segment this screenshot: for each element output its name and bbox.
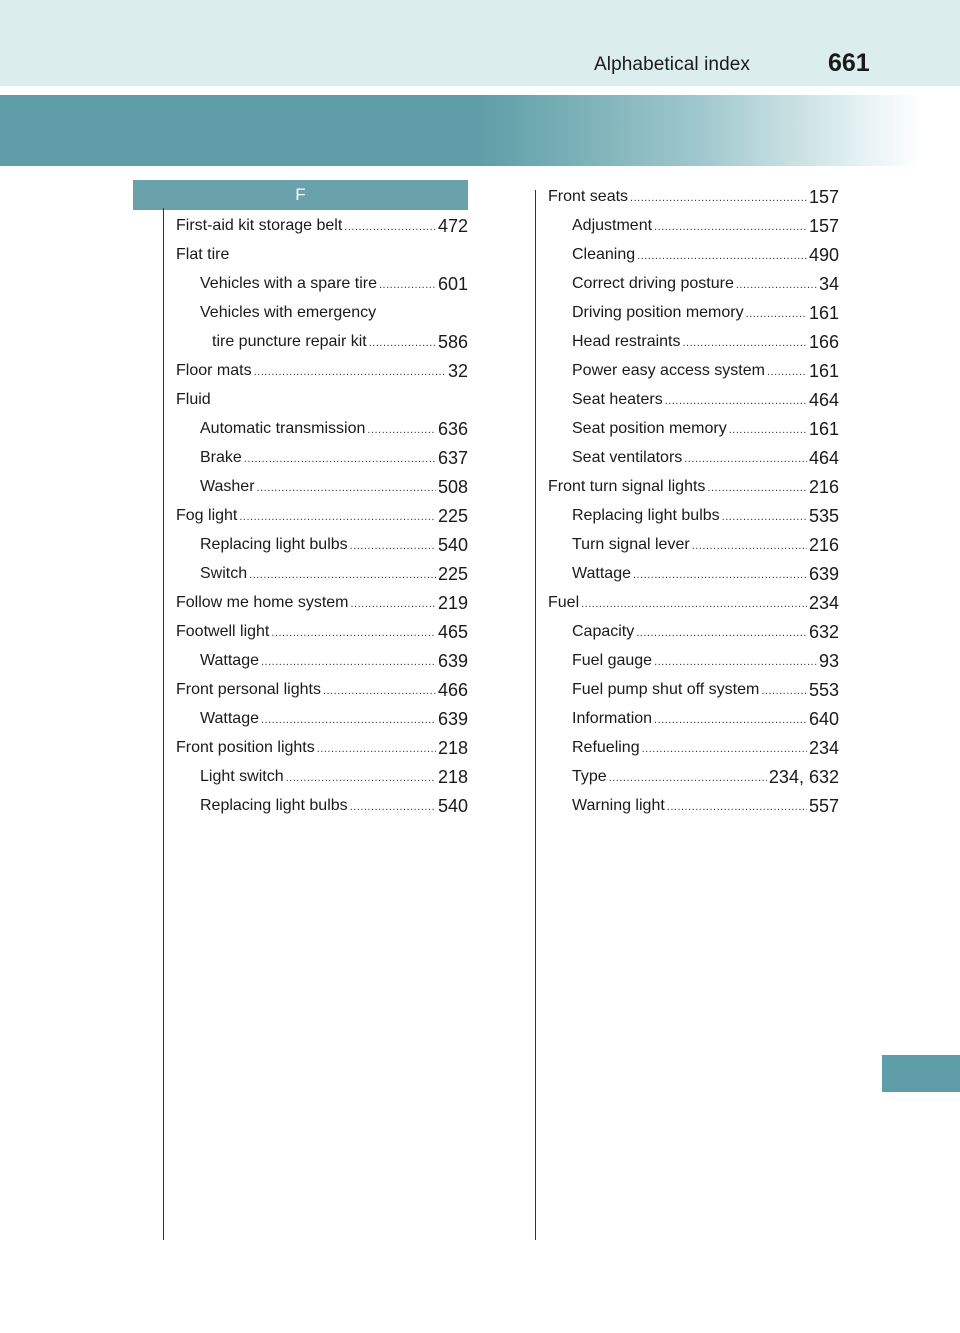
dot-leader <box>286 771 436 785</box>
index-term: Power easy access system <box>572 362 765 379</box>
index-entry <box>176 414 468 443</box>
dot-leader <box>642 742 807 756</box>
index-page-ref: 601 <box>437 274 468 294</box>
right-index-column <box>548 182 839 820</box>
index-page-ref: 225 <box>437 564 468 584</box>
index-entry <box>176 327 468 356</box>
header-gradient-band <box>0 95 960 166</box>
dot-leader <box>636 626 807 640</box>
index-term: Correct driving posture <box>572 275 734 292</box>
index-entry <box>548 298 839 327</box>
index-page-ref: 157 <box>808 216 839 236</box>
dot-leader <box>350 800 436 814</box>
index-term: Vehicles with a spare tire <box>200 275 377 292</box>
dot-leader <box>767 365 807 379</box>
index-term: Follow me home system <box>176 594 349 611</box>
index-entry <box>176 356 468 385</box>
index-entry <box>548 414 839 443</box>
index-term: Refueling <box>572 739 640 756</box>
index-page-ref: 34 <box>818 274 839 294</box>
index-page-ref: 636 <box>437 419 468 439</box>
index-term: Driving position memory <box>572 304 744 321</box>
index-entry <box>548 327 839 356</box>
index-page-ref: 93 <box>818 651 839 671</box>
index-entry <box>176 298 468 327</box>
index-term: Seat position memory <box>572 420 727 437</box>
index-entry <box>176 588 468 617</box>
index-entry <box>176 675 468 704</box>
index-page-ref: 557 <box>808 796 839 816</box>
index-term: Seat heaters <box>572 391 663 408</box>
index-entry <box>176 240 468 269</box>
dot-leader <box>654 220 807 234</box>
index-page-ref: 490 <box>808 245 839 265</box>
dot-leader <box>707 481 807 495</box>
index-term: Seat ventilators <box>572 449 683 466</box>
dot-leader <box>351 597 436 611</box>
index-term: Switch <box>200 565 248 582</box>
index-page-ref: 639 <box>808 564 839 584</box>
index-page-ref: 466 <box>437 680 468 700</box>
index-entry <box>548 791 839 820</box>
index-entry <box>176 472 468 501</box>
index-page-ref: 161 <box>808 361 839 381</box>
dot-leader <box>244 452 436 466</box>
dot-leader <box>761 684 807 698</box>
index-term: Brake <box>200 449 242 466</box>
dot-leader <box>736 278 817 292</box>
index-page-ref: 639 <box>437 709 468 729</box>
index-entry <box>548 646 839 675</box>
dot-leader <box>746 307 807 321</box>
dot-leader <box>637 249 807 263</box>
dot-leader <box>261 655 436 669</box>
index-term: Adjustment <box>572 217 653 234</box>
index-term: Replacing light bulbs <box>200 536 348 553</box>
index-term: Warning light <box>572 797 665 814</box>
index-term: Vehicles with emergency <box>200 304 377 321</box>
index-term: Fuel <box>548 594 580 611</box>
index-page-ref: 218 <box>437 767 468 787</box>
index-term: Front position lights <box>176 739 315 756</box>
index-term: Turn signal lever <box>572 536 690 553</box>
index-entry <box>176 762 468 791</box>
index-page-ref: 586 <box>437 332 468 352</box>
dot-leader <box>609 771 767 785</box>
index-page-ref: 508 <box>437 477 468 497</box>
dot-leader <box>630 191 807 205</box>
index-term: Front personal lights <box>176 681 321 698</box>
dot-leader <box>729 423 807 437</box>
index-page-ref: 553 <box>808 680 839 700</box>
dot-leader <box>654 655 817 669</box>
index-term: Fuel pump shut off system <box>572 681 760 698</box>
index-page-ref: 637 <box>437 448 468 468</box>
index-term: Wattage <box>200 652 259 669</box>
dot-leader <box>581 597 807 611</box>
dot-leader <box>684 452 807 466</box>
index-term: Fluid <box>176 391 211 408</box>
index-entry <box>176 269 468 298</box>
index-term: Head restraints <box>572 333 681 350</box>
dot-leader <box>683 336 807 350</box>
dot-leader <box>350 539 436 553</box>
dot-leader <box>722 510 807 524</box>
index-page-ref: 157 <box>808 187 839 207</box>
index-term: Light switch <box>200 768 284 785</box>
right-column-rule <box>535 190 536 1240</box>
index-term: Fog light <box>176 507 238 524</box>
index-page-ref: 464 <box>808 390 839 410</box>
index-entry <box>548 559 839 588</box>
index-page-ref: 234 <box>808 738 839 758</box>
chapter-side-tab <box>882 1055 960 1092</box>
dot-leader <box>317 742 436 756</box>
index-term: Fuel gauge <box>572 652 653 669</box>
dot-leader <box>654 713 807 727</box>
index-term: Flat tire <box>176 246 230 263</box>
index-term: Wattage <box>572 565 631 582</box>
index-term: Information <box>572 710 653 727</box>
index-page-ref: 161 <box>808 303 839 323</box>
index-term: Type <box>572 768 607 785</box>
dot-leader <box>369 336 436 350</box>
index-entry <box>176 646 468 675</box>
dot-leader <box>379 278 436 292</box>
dot-leader <box>254 365 446 379</box>
index-page-ref: 540 <box>437 535 468 555</box>
index-entry <box>176 559 468 588</box>
index-term: Front turn signal lights <box>548 478 706 495</box>
index-entry <box>548 182 839 211</box>
index-page-ref: 218 <box>437 738 468 758</box>
index-entry <box>548 472 839 501</box>
index-term: Automatic transmission <box>200 420 366 437</box>
left-column-rule <box>163 208 164 1240</box>
dot-leader <box>323 684 436 698</box>
dot-leader <box>667 800 807 814</box>
index-entry <box>548 675 839 704</box>
index-entry <box>548 617 839 646</box>
header-title: Alphabetical index <box>594 54 751 75</box>
dot-leader <box>633 568 807 582</box>
dot-leader <box>271 626 436 640</box>
index-page-ref: 216 <box>808 477 839 497</box>
index-page-ref: 472 <box>437 216 468 236</box>
index-page-ref: 166 <box>808 332 839 352</box>
index-entry <box>548 443 839 472</box>
index-term: Footwell light <box>176 623 270 640</box>
index-term: Replacing light bulbs <box>200 797 348 814</box>
index-entry <box>176 791 468 820</box>
dot-leader <box>249 568 436 582</box>
index-entry <box>176 501 468 530</box>
index-page-ref: 225 <box>437 506 468 526</box>
index-entry <box>548 269 839 298</box>
index-page-ref: 639 <box>437 651 468 671</box>
index-entry <box>548 733 839 762</box>
index-entry <box>548 530 839 559</box>
index-entry <box>176 443 468 472</box>
index-page-ref: 540 <box>437 796 468 816</box>
index-entry <box>176 617 468 646</box>
index-entry <box>548 704 839 733</box>
index-entry <box>548 588 839 617</box>
index-term: Washer <box>200 478 255 495</box>
dot-leader <box>257 481 436 495</box>
index-page-ref: 640 <box>808 709 839 729</box>
dot-leader <box>692 539 807 553</box>
top-band <box>0 0 960 86</box>
index-entry <box>548 211 839 240</box>
index-page-ref: 535 <box>808 506 839 526</box>
dot-leader <box>239 510 436 524</box>
dot-leader <box>665 394 807 408</box>
index-page-ref: 219 <box>437 593 468 613</box>
left-index-column <box>176 211 468 820</box>
index-page-ref: 465 <box>437 622 468 642</box>
page-number: 661 <box>828 49 870 77</box>
index-term: Capacity <box>572 623 635 640</box>
index-page-ref: 464 <box>808 448 839 468</box>
dot-leader <box>261 713 436 727</box>
index-entry <box>548 356 839 385</box>
index-term: Cleaning <box>572 246 636 263</box>
index-entry <box>176 385 468 414</box>
index-term: Replacing light bulbs <box>572 507 720 524</box>
dot-leader <box>367 423 436 437</box>
index-term: Front seats <box>548 188 629 205</box>
index-entry <box>176 211 468 240</box>
index-entry <box>176 704 468 733</box>
section-letter-header <box>133 180 468 210</box>
index-entry <box>548 501 839 530</box>
index-term: Wattage <box>200 710 259 727</box>
index-page-ref: 234 <box>808 593 839 613</box>
index-entry <box>176 733 468 762</box>
index-page-ref: 32 <box>447 361 468 381</box>
section-letter: F <box>295 185 306 204</box>
index-entry <box>548 385 839 414</box>
index-entry <box>176 530 468 559</box>
index-entry <box>548 240 839 269</box>
index-term: Floor mats <box>176 362 252 379</box>
index-term: tire puncture repair kit <box>212 333 367 350</box>
index-page-ref: 161 <box>808 419 839 439</box>
index-page-ref: 234, 632 <box>768 767 839 787</box>
index-term: First-aid kit storage belt <box>176 217 343 234</box>
index-page-ref: 632 <box>808 622 839 642</box>
index-entry <box>548 762 839 791</box>
index-page-ref: 216 <box>808 535 839 555</box>
dot-leader <box>344 220 436 234</box>
